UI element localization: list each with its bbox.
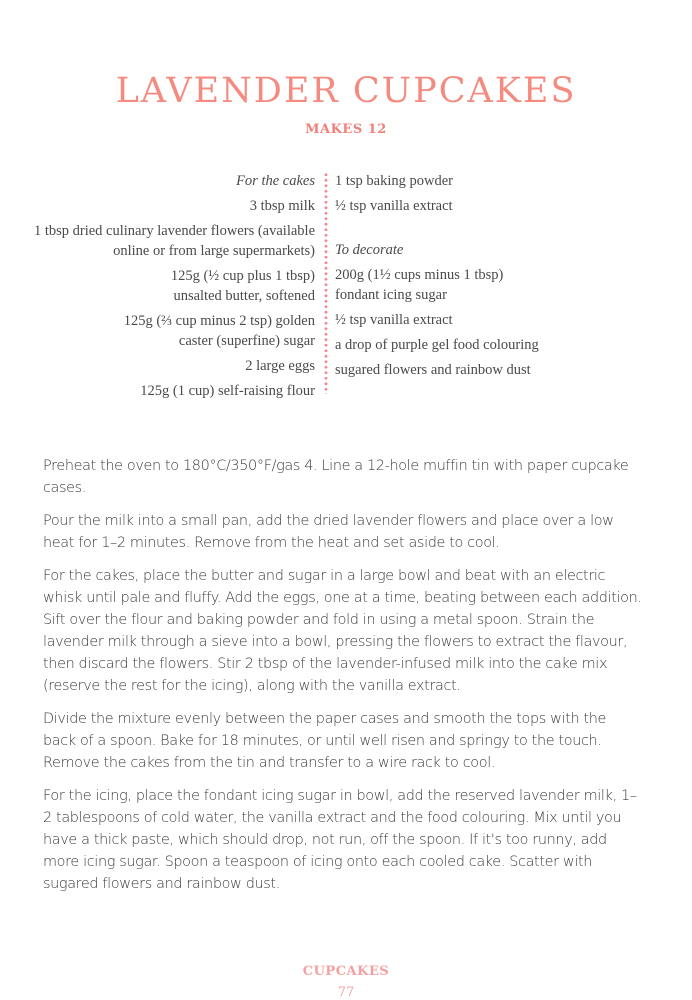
dotted-divider xyxy=(324,172,328,394)
method-step: Preheat the oven to 180°C/350°F/gas 4. Line a 12-hole muffin tin with paper cupcake cases. xyxy=(43,458,629,496)
ingredient-item: 125g (⅔ cup minus 2 tsp) golden caster (superfine) sugar xyxy=(123,313,315,349)
ingredient-item: ½ tsp vanilla extract xyxy=(335,312,453,328)
ingredient-item: 3 tbsp milk xyxy=(249,198,315,214)
ingredient-item: 2 large eggs xyxy=(245,358,315,374)
ingredient-item: sugared flowers and rainbow dust xyxy=(335,362,531,378)
method-step: Pour the milk into a small pan, add the dried lavender flowers and place over a low heat for 1–2 minutes. Remove from the heat and set aside to cool. xyxy=(43,513,614,551)
method-step: For the cakes, place the butter and sugar in a large bowl and beat with an electric whisk until pale and fluffy. Add the eggs, one at a time, beating between each addition. Sift over the flour and baking powder and fold in using a metal spoon. Strain the lavender milk through a sieve into a bowl, pressing the flowers to extract the flavour, then discard the flowers. Stir 2 tbsp of the lavender-infused milk into the cake mix (reserve the rest for the icing), along with the vanilla extract. xyxy=(43,568,642,694)
footer-section-title: CUPCAKES xyxy=(302,964,390,979)
ingredients-heading-decorate: To decorate xyxy=(335,242,404,258)
ingredient-item: 125g (1 cup) self-raising flour xyxy=(140,383,315,399)
method-step: For the icing, place the fondant icing sugar in bowl, add the reserved lavender milk, 1–2 tablespoons of cold water, the vanilla extract and the food colouring. Mix until you have a thick paste, which should drop, not run, off the spoon. If it's too runny, add more icing sugar. Spoon a teaspoon of icing onto each cooled cake. Scatter with sugared flowers and rainbow dust. xyxy=(43,788,637,892)
ingredient-item: 1 tbsp dried culinary lavender flowers (available online or from large supermarkets) xyxy=(33,223,315,259)
ingredients-heading-cakes: For the cakes xyxy=(236,173,315,189)
ingredient-item: 1 tsp baking powder xyxy=(335,173,453,189)
ingredient-item: ½ tsp vanilla extract xyxy=(335,198,453,214)
ingredients-cakes-column xyxy=(0,171,315,406)
recipe-yield: MAKES 12 xyxy=(305,122,387,137)
method-section xyxy=(43,455,643,906)
ingredient-item: 125g (½ cup plus 1 tbsp) unsalted butter, softened xyxy=(170,268,315,304)
recipe-title: LAVENDER CUPCAKES xyxy=(115,71,577,112)
ingredient-item: a drop of purple gel food colouring xyxy=(335,337,539,353)
ingredient-item: 200g (1½ cups minus 1 tbsp) fondant icing sugar xyxy=(335,267,504,303)
page-number: 77 xyxy=(337,985,355,1000)
method-step: Divide the mixture evenly between the paper cases and smooth the tops with the back of a spoon. Bake for 18 minutes, or until well risen and springy to the touch. Remove the cakes from the tin and transfer to a wire rack to cool. xyxy=(43,711,607,771)
ingredients-decorate-column xyxy=(335,171,635,385)
